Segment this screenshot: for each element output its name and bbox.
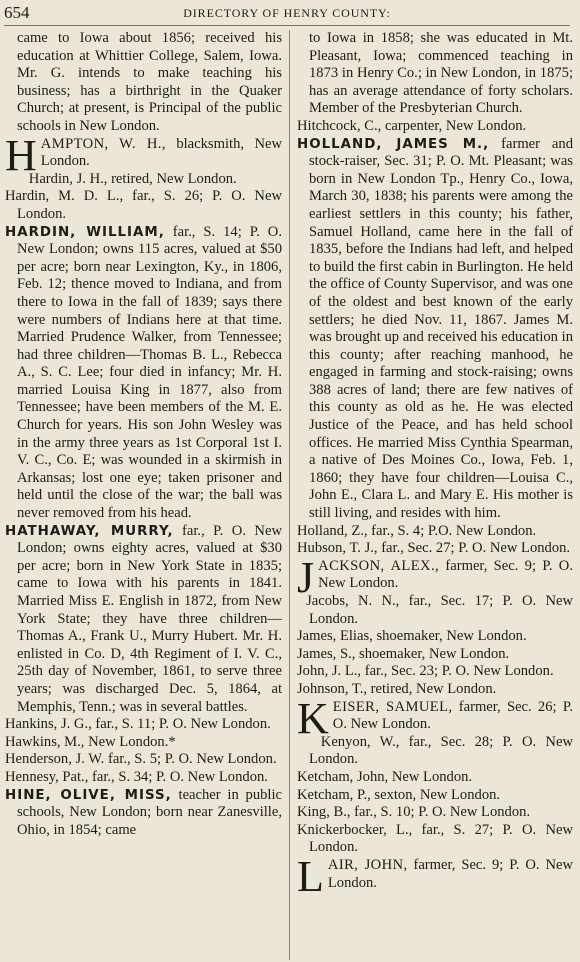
directory-entry xyxy=(5,787,282,840)
entry-text: Ketcham, P., sexton, New London. xyxy=(297,786,501,803)
entry-name: HATHAWAY, MURRY, xyxy=(5,523,174,539)
directory-entry xyxy=(297,593,573,628)
entry-text: Johnson, T., retired, New London. xyxy=(297,680,497,697)
directory-entry xyxy=(297,822,573,857)
entry-name: ACKSON, ALEX., xyxy=(318,557,440,574)
directory-entry xyxy=(297,663,573,681)
entry-text: Hitchcock, C., carpenter, New London. xyxy=(297,117,527,134)
drop-cap-letter: L xyxy=(297,851,324,901)
directory-entry xyxy=(297,540,573,558)
entry-text: far., S. 14; P. O. New London; owns 115 acres, valued at $50 per acre; born near Lexington, Ky., in 1806, Feb. 12; thence moved to Indiana, and from there to Iowa in the fall of 1839; says there were numbers of Indians here at that time. Married Prudence Walker, from Tennessee; had three children—Thomas B. L., Rebecca A., S. C. Lee; four died in infancy; Mr. H. married Louisa King in 1877, also from Tennessee; have been members of the M. E. Church for years. His son John Wesley was in the army three years as 1st Corporal 1st I. V. C., Co. E; was wounded in a skirmish in Arkansas; lost one eye; taken prisoner and held until the close of the war; the ball was never removed from his head. xyxy=(17,223,282,522)
directory-entry xyxy=(5,171,282,189)
right-column xyxy=(297,30,573,960)
entry-text: came to Iowa about 1856; received his education at Whittier College, Salem, Iowa. Mr. G. intends to make teaching his business; has a birthright in the Quaker Church; at present, is Principal of the public schools in New London. xyxy=(17,30,282,134)
directory-entry xyxy=(297,681,573,699)
directory-entry xyxy=(297,787,573,805)
directory-entry xyxy=(5,188,282,223)
directory-entry xyxy=(297,693,573,743)
entry-text: Hennesy, Pat., far., S. 34; P. O. New London. xyxy=(5,768,268,785)
entry-name: HOLLAND, JAMES M., xyxy=(297,136,490,152)
entry-text: Ketcham, John, New London. xyxy=(297,768,473,785)
directory-entry xyxy=(297,804,573,822)
continued-entry xyxy=(297,30,573,118)
entry-text: Hankins, J. G., far., S. 11; P. O. New London. xyxy=(5,716,271,733)
directory-entry xyxy=(297,552,573,602)
entry-text: teacher in public schools, New London; born near Zanesville, Ohio, in 1854; came xyxy=(17,786,282,838)
directory-entry xyxy=(297,523,573,541)
entry-name: AMPTON, W. H., xyxy=(40,135,166,152)
entry-text: John, J. L., far., Sec. 23; P. O. New London. xyxy=(297,663,554,680)
directory-entry xyxy=(297,646,573,664)
left-column xyxy=(5,30,282,960)
directory-entry xyxy=(5,734,282,752)
directory-entry xyxy=(5,523,282,717)
directory-entry xyxy=(5,751,282,769)
entry-text: James, S., shoemaker, New London. xyxy=(297,645,510,662)
entry-text: farmer and stock-raiser, Sec. 31; P. O. Mt. Pleasant; was born in New London Tp., Henry Co., Iowa, March 30, 1838; his parents were among the earliest settlers in this county; his father, Samuel Holland, came here in the fall of 1835, before the Indians had left, and helped to build the first cabin in Burlington. He held the office of County Supervisor, and was one of the oldest and best known of the early settlers; he died Nov. 11, 1867. James M. was brought up and received his education in this county; after reaching manhood, he engaged in farming and stock-raising; owns 388 acres of land; there are few natives of this county as old as he. He was elected Justice of the Peace, and has held school offices. He married Miss Cynthia Spearman, a native of Des Moines Co., Iowa, Feb. 1, 1860; they have four children—Louisa C., John E., Clara L. and Mary E. His mother is still living, and resides with him. xyxy=(309,135,573,522)
entry-text: Holland, Z., far., S. 4; P.O. New London. xyxy=(297,522,537,539)
entry-text: Hawkins, M., New London.* xyxy=(5,733,176,750)
entry-text: Hardin, J. H., retired, New London. xyxy=(28,170,237,187)
directory-entry xyxy=(5,769,282,787)
continued-entry xyxy=(5,30,282,136)
entry-text: to Iowa in 1858; she was educated in Mt. Pleasant, Iowa; commenced teaching in 1873 in Henry Co.; in New London, in 1875; has an average attendance of forty scholars. Member of the Presbyterian Church. xyxy=(309,30,573,117)
entry-text: Hardin, M. D. L., far., S. 26; P. O. New London. xyxy=(5,188,282,222)
drop-cap-letter: J xyxy=(297,552,315,602)
directory-entry xyxy=(297,734,573,769)
directory-entry xyxy=(297,628,573,646)
entry-text: Jacobs, N. N., far., Sec. 17; P. O. New London. xyxy=(306,593,573,627)
directory-entry xyxy=(297,118,573,136)
entry-text: Hubson, T. J., far., Sec. 27; P. O. New London. xyxy=(297,540,571,557)
entry-text: farmer, Sec. 9; P. O. New London. xyxy=(318,557,573,592)
entry-name: HINE, OLIVE, MISS, xyxy=(5,787,172,803)
entry-text: far., P. O. New London; owns eighty acres, valued at $30 per acre; born in New York State in 1835; came to Iowa with his parents in 1841. Married Miss E. English in 1872, from New York State; they have three children—Thomas A., Frank U., Murry Hubert. Mr. H. enlisted in Co. D, 4th Regiment of I. V. C., 25th day of November, 1861, to serve three years; was discharged Dec. 5, 1864, at Memphis, Tenn.; was in several battles. xyxy=(17,522,282,715)
entry-text: farmer, Sec. 26; P. O. New London. xyxy=(332,698,573,733)
directory-entry xyxy=(5,716,282,734)
entry-text: King, B., far., S. 10; P. O. New London. xyxy=(297,804,531,821)
entry-text: Henderson, J. W. far., S. 5; P. O. New London. xyxy=(5,751,277,768)
entry-text: farmer, Sec. 9; P. O. New London. xyxy=(327,856,573,891)
directory-entry xyxy=(297,769,573,787)
column-rule xyxy=(289,30,290,960)
entry-text: Knickerbocker, L., far., S. 27; P. O. New London. xyxy=(297,821,573,856)
drop-cap-letter: K xyxy=(297,693,329,743)
directory-entry xyxy=(297,851,573,901)
directory-entry xyxy=(297,136,573,523)
entry-text: blacksmith, New London. xyxy=(40,135,282,170)
running-head: DIRECTORY OF HENRY COUNTY: xyxy=(183,6,391,20)
drop-cap-letter: H xyxy=(5,130,37,180)
directory-entry xyxy=(5,224,282,523)
entry-name: EISER, SAMUEL, xyxy=(332,698,453,715)
entry-text: Kenyon, W., far., Sec. 28; P. O. New London. xyxy=(309,733,573,768)
entry-name: AIR, JOHN, xyxy=(327,856,408,873)
page-header xyxy=(4,3,570,26)
page-number: 654 xyxy=(4,3,30,22)
entry-text: James, Elias, shoemaker, New London. xyxy=(297,628,527,645)
entry-name: HARDIN, WILLIAM, xyxy=(5,224,165,240)
